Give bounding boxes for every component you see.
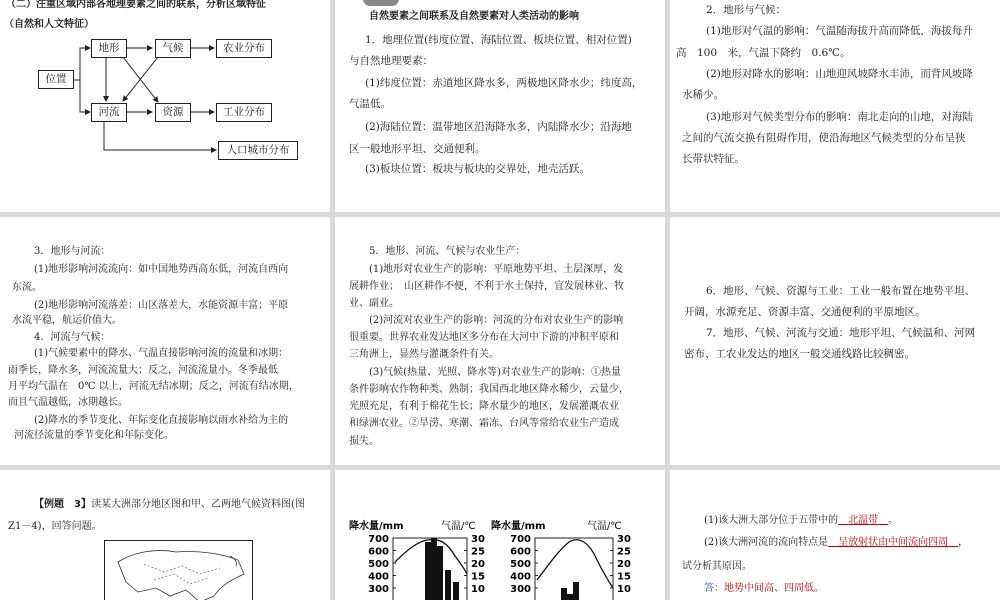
p2-line: 1．地理位置(纬度位置、海陆位置、板块位置、相对位置) bbox=[365, 34, 632, 46]
node-resource: 资源 bbox=[155, 103, 191, 122]
chart-y2label: 气温/℃ bbox=[441, 521, 476, 532]
q2-answer-text: 呈放射状由中间流向四周 bbox=[838, 537, 949, 548]
p4-line: (2)降水的季节变化、年际变化直接影响以雨水补给为主的 bbox=[34, 415, 289, 426]
q2-line2: 试分析其原因。 bbox=[682, 561, 752, 572]
p3-line: 水稀少。 bbox=[682, 89, 724, 101]
p4-line: 雨季长，降水多，河流流量大；反之，河流流量小。冬季最低 bbox=[8, 365, 278, 376]
y-tick-label: 600 bbox=[368, 546, 389, 558]
p5-line: 条件影响农作物种类、熟制；我国西北地区降水稀少，云量少， bbox=[349, 384, 629, 395]
node-industry: 工业分布 bbox=[216, 103, 272, 122]
precip-bar bbox=[445, 570, 451, 600]
example-line1 bbox=[34, 494, 305, 515]
panel-terrain-climate bbox=[670, 0, 1000, 212]
answer-line bbox=[704, 578, 824, 599]
question-1 bbox=[704, 510, 898, 531]
panel-climate-charts bbox=[335, 470, 665, 600]
precip-bar bbox=[453, 582, 459, 600]
node-climate: 气候 bbox=[155, 39, 191, 58]
chart-y2label: 气温/℃ bbox=[587, 521, 622, 532]
q1-answer-text: 北温带 bbox=[848, 515, 879, 526]
y2-tick-label: 20 bbox=[471, 559, 485, 570]
p5-line: 三角洲上，显然与灌溉条件有关。 bbox=[349, 349, 499, 360]
diagram-title-line1: （二）注重区域内部各地理要素之间的联系，分析区域特征 bbox=[6, 0, 266, 10]
precip-bar bbox=[431, 538, 437, 600]
p4-line: 东流。 bbox=[12, 282, 42, 293]
q1-end: 。 bbox=[888, 515, 899, 526]
y-tick-label: 400 bbox=[368, 571, 389, 583]
example-text1: 读某大洲部分地区图和甲、乙两地气候资料图(图 bbox=[90, 499, 305, 510]
y-tick-label: 600 bbox=[510, 546, 531, 558]
p4-line: (1)气候要素中的降水、气温直接影响河流的流量和冰期： bbox=[34, 348, 289, 359]
node-population-city: 人口城市分布 bbox=[218, 141, 298, 160]
p3-line: 高 100 米，气温下降约 0.6℃。 bbox=[676, 47, 851, 59]
answer-label: 答： bbox=[704, 583, 724, 594]
question-2 bbox=[704, 532, 968, 553]
y-tick-label: 700 bbox=[368, 534, 389, 545]
chart-ylabel: 降水量/mm bbox=[491, 521, 546, 532]
precip-bar bbox=[573, 582, 579, 600]
p2-line: (3)板块位置：板块与板块的交界处，地壳活跃。 bbox=[365, 163, 590, 175]
p5-line: 光照充足，有利于棉花生长；降水量少的地区，发展灌溉农业 bbox=[349, 401, 619, 412]
p2-line: 气温低。 bbox=[349, 98, 391, 110]
p6-line: 密布、工农业发达的地区一般交通线路比较稠密。 bbox=[684, 348, 915, 360]
p5-line: 损失。 bbox=[349, 436, 379, 447]
p3-line: (3)地形对气候类型分布的影响：南北走向的山地，对海陆 bbox=[706, 111, 973, 123]
panel-relations-diagram bbox=[0, 0, 330, 212]
q1-answer bbox=[838, 515, 888, 526]
p3-line: (2)地形对降水的影响：山地迎风坡降水丰沛，而背风坡降 bbox=[706, 68, 973, 80]
p2-line: 区一般地形平坦、交通便利。 bbox=[349, 143, 486, 155]
p5-line: 5．地形、河流、气候与农业生产： bbox=[369, 246, 526, 257]
precip-bar bbox=[425, 542, 431, 600]
p4-line: (1)地形影响河流流向：如中国地势西高东低，河流自西向 bbox=[34, 264, 289, 275]
p4-line: 河流径流量的季节变化和年际变化。 bbox=[14, 430, 174, 441]
panel-terrain-river bbox=[0, 217, 330, 465]
climate-charts bbox=[335, 470, 665, 600]
p3-line: 之间的气流交换有阻碍作用，使沿海地区气候类型的分布呈狭 bbox=[682, 132, 966, 144]
y-tick-label: 500 bbox=[510, 559, 531, 570]
p4-line: (2)地形影响河流落差：山区落差大，水能资源丰富；平原 bbox=[34, 300, 289, 311]
p5-line: (3)气候(热量、光照、降水等)对农业生产的影响：①热量 bbox=[369, 367, 621, 378]
node-agriculture: 农业分布 bbox=[216, 39, 272, 58]
precip-bar bbox=[561, 588, 567, 600]
chart-ylabel: 降水量/mm bbox=[349, 521, 404, 532]
p4-line: 水流平稳，航运价值大。 bbox=[12, 315, 122, 326]
answer-text: 地势中间高、四周低。 bbox=[724, 583, 824, 594]
q2-text: (2)该大洲河流的流向特点是 bbox=[704, 537, 829, 548]
panel-agriculture bbox=[335, 217, 665, 465]
y-tick-label: 300 bbox=[368, 584, 389, 595]
diagram-title-line2: （自然和人文特征） bbox=[4, 19, 94, 30]
p3-line: 长带状特征。 bbox=[682, 153, 745, 165]
y2-tick-label: 15 bbox=[471, 571, 485, 583]
p5-line: 业、副业。 bbox=[349, 298, 399, 309]
panel-answers bbox=[670, 470, 1000, 600]
y2-tick-label: 10 bbox=[617, 584, 631, 595]
precip-bar bbox=[567, 594, 573, 600]
precip-bar bbox=[437, 546, 443, 600]
y-tick-label: 400 bbox=[510, 571, 531, 583]
y2-tick-label: 30 bbox=[471, 534, 485, 545]
p2-line: (1)纬度位置：赤道地区降水多，两极地区降水少；纬度高， bbox=[365, 77, 643, 89]
p6-line: 6．地形、气候、资源与工业：工业一般布置在地势平坦、 bbox=[706, 285, 976, 297]
panel-industry-traffic bbox=[670, 217, 1000, 465]
p4-line: 4．河流与气候： bbox=[34, 332, 111, 343]
p4-line: 月平均气温在 0℃ 以上，河流无结冰期；反之，河流有结冰期， bbox=[8, 381, 299, 392]
p4-line: 而且气温越低，冰期越长。 bbox=[8, 397, 128, 408]
p5-line: (1)地形对农业生产的影响：平原地势平坦、土层深厚，发 bbox=[369, 264, 624, 275]
p5-line: 展耕作业； 山区耕作不便，不利于水土保持，宜发展林业、牧 bbox=[349, 281, 624, 292]
p5-line: 和绿洲农业。②旱涝、寒潮、霜冻、台风等常给农业生产造成 bbox=[349, 418, 619, 429]
p3-line: (1)地形对气温的影响：气温随海拔升高而降低，海拔每升 bbox=[706, 25, 973, 37]
q1-text: (1)该大洲大部分位于五带中的 bbox=[704, 515, 839, 526]
q2-answer bbox=[828, 537, 958, 548]
y2-tick-label: 25 bbox=[617, 546, 631, 558]
p6-line: 7．地形、气候、河流与交通：地形平坦、气候温和、河网 bbox=[706, 327, 976, 339]
panel-natural-elements bbox=[335, 0, 665, 212]
y2-tick-label: 15 bbox=[617, 571, 631, 583]
p2-line: 与自然地理要素： bbox=[349, 55, 433, 67]
example-label: 【例题 3】 bbox=[34, 499, 91, 510]
p5-line: (2)河流对农业生产的影响：河流的分布对农业生产的影响 bbox=[369, 315, 624, 326]
q2-end: ， bbox=[958, 537, 969, 548]
node-river: 河流 bbox=[91, 103, 127, 122]
y2-tick-label: 10 bbox=[471, 584, 485, 595]
y-tick-label: 300 bbox=[510, 584, 531, 595]
example-text2: Z1－4)，回答问题。 bbox=[8, 521, 102, 532]
p4-line: 3．地形与河流： bbox=[34, 246, 111, 257]
panel2-heading: 自然要素之间联系及自然要素对人类活动的影响 bbox=[369, 11, 579, 22]
p6-line: 开阔，水源充足、资源丰富、交通便利的平原地区。 bbox=[684, 306, 926, 318]
panel-example-question bbox=[0, 470, 330, 600]
node-terrain: 地形 bbox=[91, 39, 127, 58]
p3-line: 2．地形与气候： bbox=[706, 4, 787, 16]
y2-tick-label: 30 bbox=[617, 534, 631, 545]
temperature-line bbox=[537, 540, 613, 588]
node-location: 位置 bbox=[38, 70, 74, 89]
y-tick-label: 500 bbox=[368, 559, 389, 570]
y-tick-label: 700 bbox=[510, 534, 531, 545]
p2-line: (2)海陆位置：温带地区沿海降水多，内陆降水少；沿海地 bbox=[365, 121, 632, 133]
continent-map bbox=[104, 540, 254, 600]
y2-tick-label: 25 bbox=[471, 546, 485, 558]
p5-line: 很重要。世界农业发达地区多分布在大河中下游的冲积平原和 bbox=[349, 332, 619, 343]
y2-tick-label: 20 bbox=[617, 559, 631, 570]
